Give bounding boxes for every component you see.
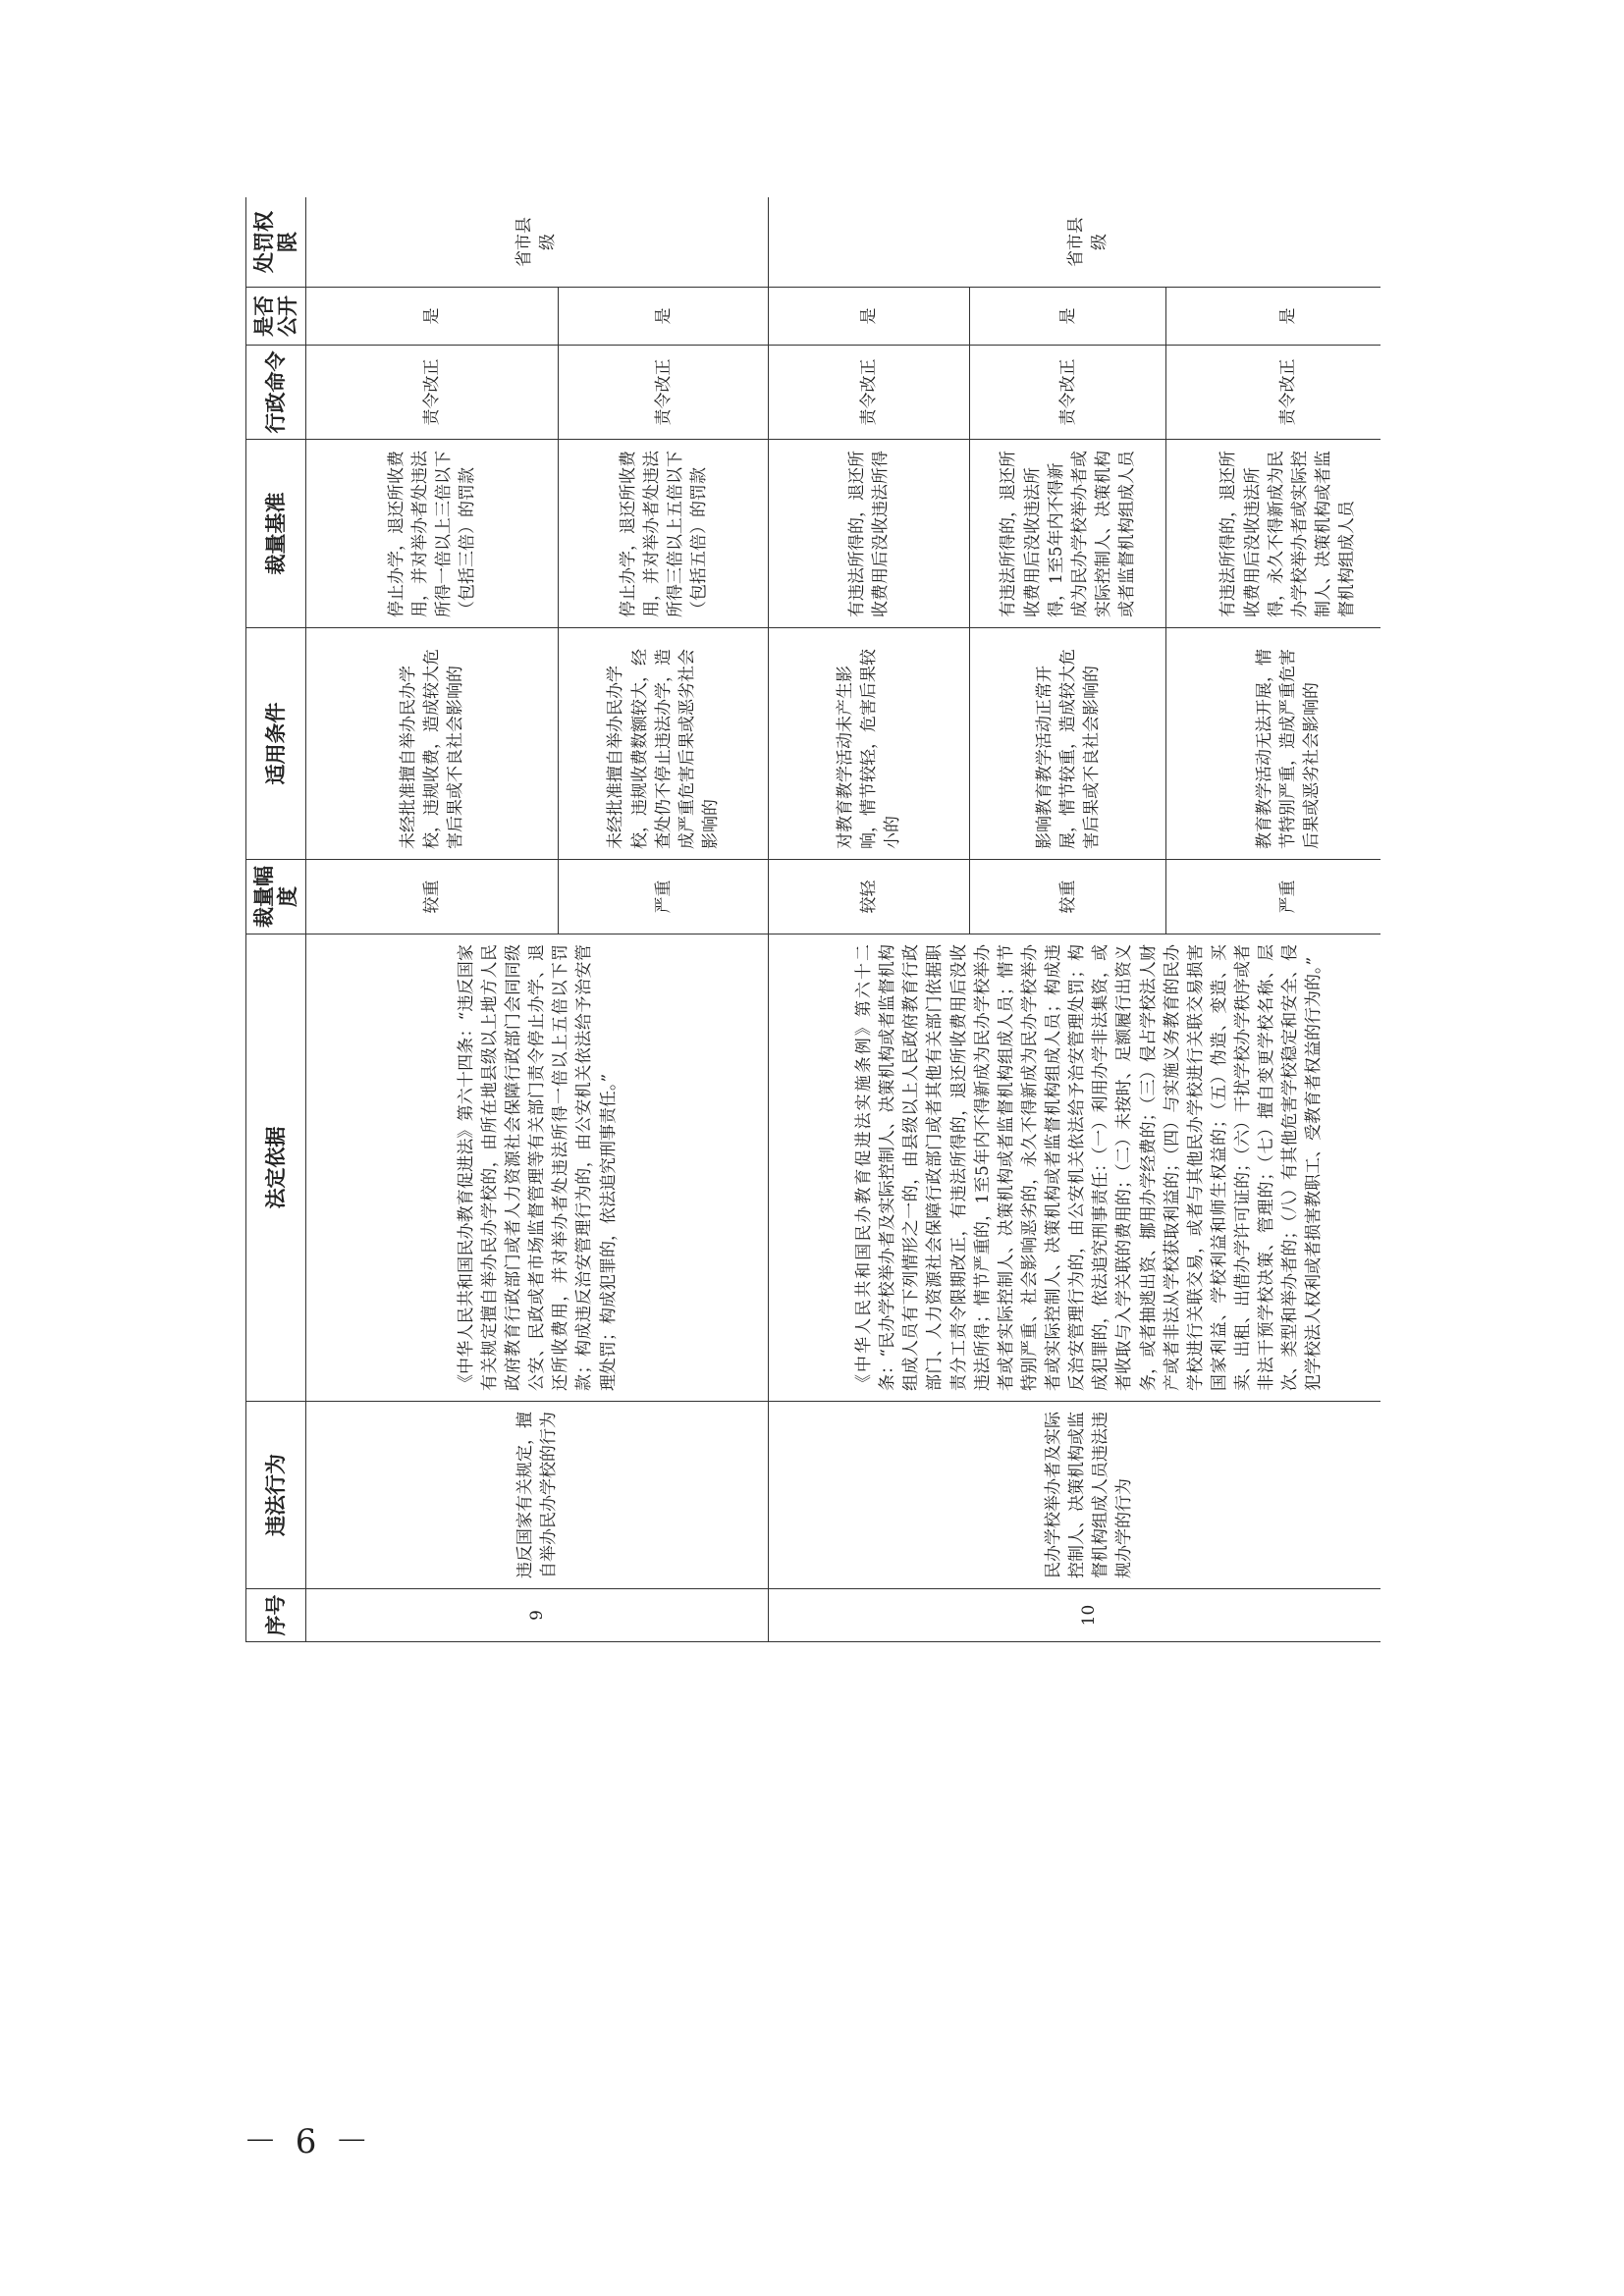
- discretion-standard-cell: 有违法所得的，退还所收费用后没收违法所得，永久不得新成为民办学校举办者或实际控制人、决策机构或者监督机构组成人员: [1166, 440, 1380, 628]
- penalty-authority-cell: [306, 197, 769, 288]
- illegal-act-cell: 民办学校举办者及实际控制人、决策机构或监督机构组成人员违法违规办学的行为: [769, 1402, 1380, 1589]
- discretion-degree-cell: 较重: [970, 860, 1166, 934]
- header-public-disclosure: 是否公开: [246, 288, 306, 346]
- penalty-authority-cell: [769, 197, 1380, 288]
- legal-basis-cell: 《中华人民共和国民办教育促进法实施条例》第六十二条：“民办学校举办者及实际控制人、决策机构或者监督机构组成人员有下列情形之一的，由县级以上人民政府教育行政部门、人力资源社会保障行政部门或者其他有关部门依据职责分工责令限期改正，有违法所得的，退还所收费用后没收违法所得；情节严重的，1至5年内不得新成为民办学校举办者或者实际控制人、决策机构或者监督机构组成人员；情节特别严重、社会影响恶劣的，永久不得新成为民办学校举办者或实际控制人、决策机构或者监督机构组成人员；构成违反治安管理行为的，由公安机关依法给予治安管理处罚；构成犯罪的，依法追究刑事责任：（一）利用办学非法集资，或者收取与入学关联的费用的；（二）未按时、足额履行出资义务，或者抽逃出资、挪用办学经费的；（三）侵占学校法人财产或者非法从学校获取利益的；（四）与实施义务教育的民办学校进行关联交易，或者与其他民办学校进行关联交易损害国家利益、学校利益和师生权益的；（五）伪造、变造、买卖、出租、出借办学许可证的；（六）干扰学校办学秩序或者非法干预学校决策、管理的；（七）擅自变更学校名称、层次、类型和举办者的；（八）有其他危害学校稳定和安全、侵犯学校法人权利或者损害教职工、受教育者权益的行为的。”: [769, 934, 1380, 1402]
- discretion-standard-cell: 有违法所得的，退还所收费用后没收违法所得，1至5年内不得新成为民办学校举办者或实际控制人、决策机构或者监督机构组成人员: [970, 440, 1166, 628]
- page-number: － 6 －: [244, 2122, 373, 2162]
- public-disclosure-cell: 是: [306, 288, 559, 346]
- illegal-act-cell: 违反国家有关规定，擅自举办民办学校的行为: [306, 1402, 769, 1589]
- serial-number-cell: 9: [306, 1589, 769, 1642]
- legal-basis-cell: 《中华人民共和国民办教育促进法》第六十四条：“违反国家有关规定擅自举办民办学校的，由所在地县级以上地方人民政府教育行政部门或者人力资源社会保障行政部门会同同级公安、民政或者市场监督管理等有关部门责令停止办学、退还所收费用，并对举办者处违法所得一倍以上五倍以下罚款；构成违反治安管理行为的，由公安机关依法给予治安管理处罚；构成犯罪的，依法追究刑事责任。”: [306, 934, 769, 1402]
- header-discretion-standard: 裁量基准: [246, 440, 306, 628]
- header-serial-number: 序号: [246, 1589, 306, 1642]
- applicable-condition-cell: 影响教育教学活动正常开展，情节较重，造成较大危害后果或不良社会影响的: [970, 628, 1166, 860]
- table-header-row: [246, 197, 306, 1642]
- header-penalty-authority: 处罚权限: [246, 197, 306, 288]
- header-applicable-condition: 适用条件: [246, 628, 306, 860]
- administrative-order-cell: 责令改正: [1166, 346, 1380, 440]
- applicable-condition-cell: 对教育教学活动未产生影响，情节较轻，危害后果较小的: [769, 628, 970, 860]
- public-disclosure-cell: 是: [970, 288, 1166, 346]
- administrative-order-cell: 责令改正: [970, 346, 1166, 440]
- table-row: [306, 197, 559, 1642]
- public-disclosure-cell: 是: [1166, 288, 1380, 346]
- discretion-degree-cell: 严重: [559, 860, 769, 934]
- public-disclosure-cell: 是: [559, 288, 769, 346]
- discretion-standard-cell: 停止办学，退还所收费用，并对举办者处违法所得三倍以上五倍以下（包括五倍）的罚款: [559, 440, 769, 628]
- penalty-authority-text: 省市县级: [514, 217, 559, 267]
- header-discretion-degree: 裁量幅度: [246, 860, 306, 934]
- applicable-condition-cell: 教育教学活动无法开展，情节特别严重，造成严重危害后果或恶劣社会影响的: [1166, 628, 1380, 860]
- public-disclosure-cell: 是: [769, 288, 970, 346]
- discretion-degree-cell: 严重: [1166, 860, 1380, 934]
- applicable-condition-cell: 未经批准擅自举办民办学校，违规收费数额较大，经查处仍不停止违法办学，造成严重危害后果或恶劣社会影响的: [559, 628, 769, 860]
- discretion-standard-cell: 有违法所得的，退还所收费用后没收违法所得: [769, 440, 970, 628]
- table-row: [769, 197, 970, 1642]
- header-administrative-order: 行政命令: [246, 346, 306, 440]
- serial-number-cell: 10: [769, 1589, 1380, 1642]
- administrative-order-cell: 责令改正: [769, 346, 970, 440]
- discretion-degree-cell: 较轻: [769, 860, 970, 934]
- header-legal-basis: 法定依据: [246, 934, 306, 1402]
- applicable-condition-cell: 未经批准擅自举办民办学校，违规收费，造成较大危害后果或不良社会影响的: [306, 628, 559, 860]
- rotated-table-page: [245, 197, 1380, 1642]
- administrative-order-cell: 责令改正: [559, 346, 769, 440]
- header-illegal-act: 违法行为: [246, 1402, 306, 1589]
- discretion-standard-cell: 停止办学，退还所收费用，并对举办者处违法所得一倍以上三倍以下（包括三倍）的罚款: [306, 440, 559, 628]
- penalty-authority-text: 省市县级: [1066, 217, 1110, 267]
- penalty-discretion-table: [245, 197, 1380, 1642]
- discretion-degree-cell: 较重: [306, 860, 559, 934]
- administrative-order-cell: 责令改正: [306, 346, 559, 440]
